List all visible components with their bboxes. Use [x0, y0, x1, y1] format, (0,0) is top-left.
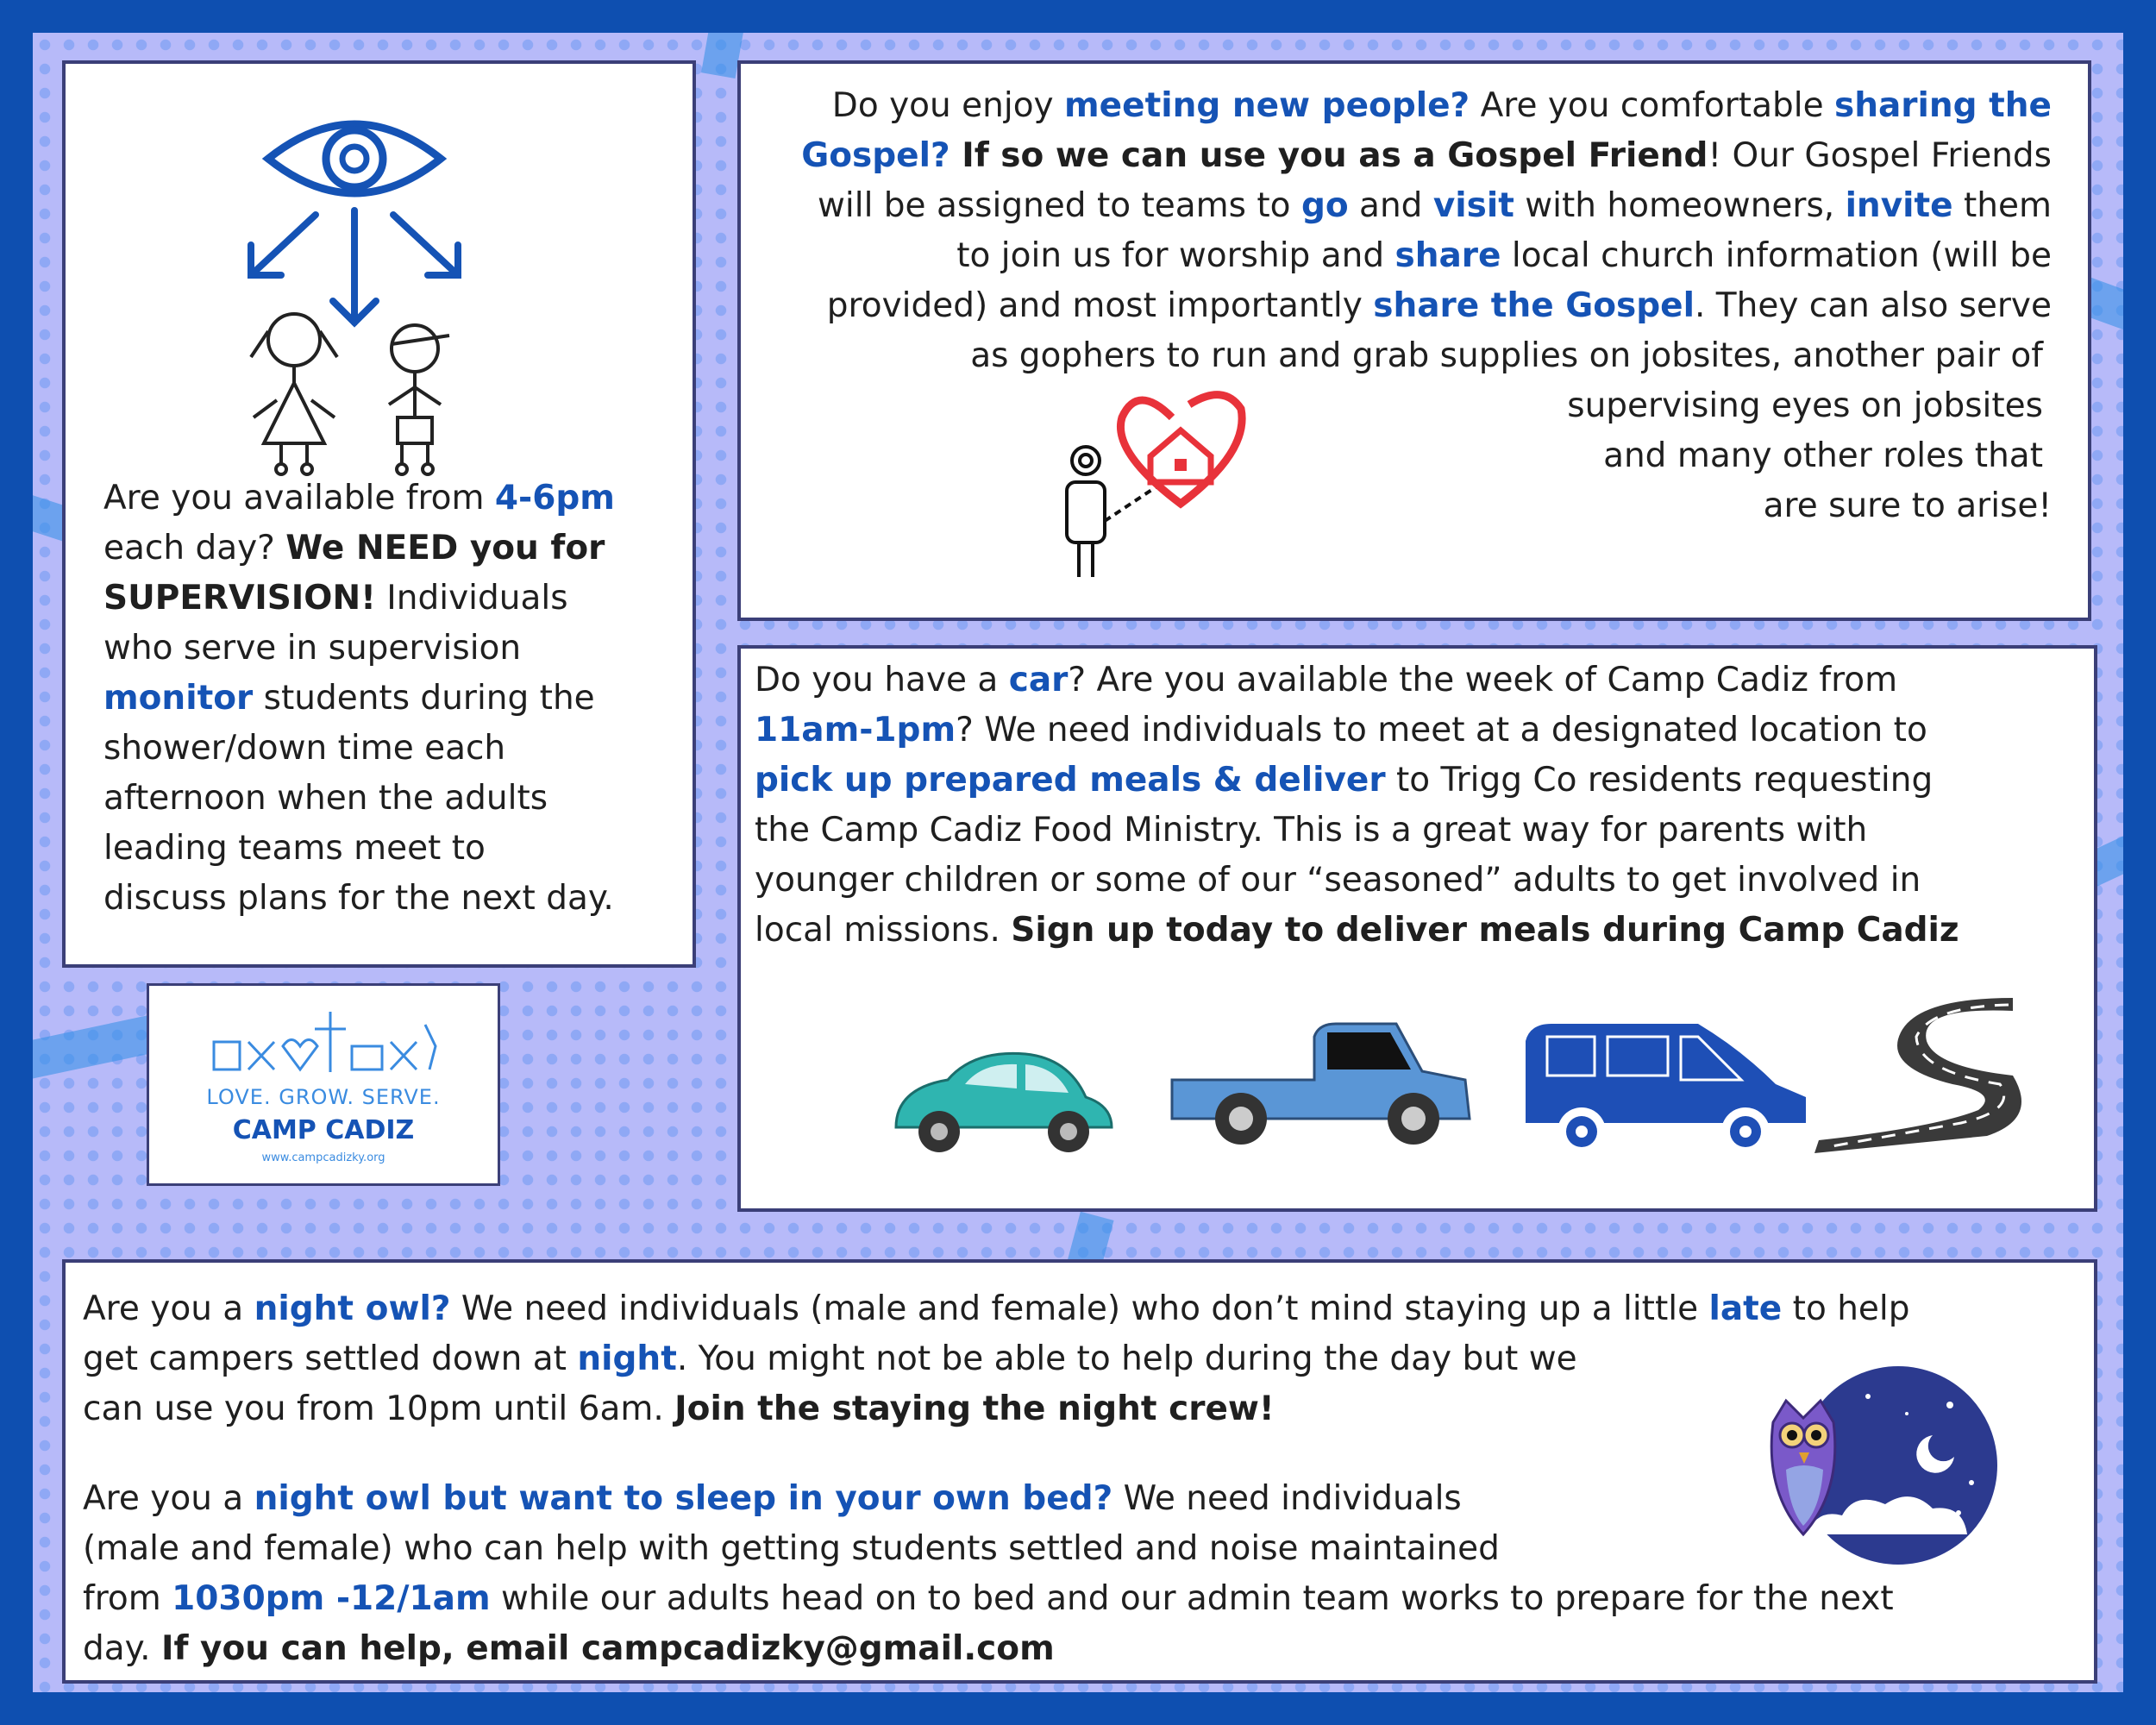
text: If you can help, email campcadizky@gmail.com: [160, 1629, 1055, 1668]
text: Do you enjoy: [831, 86, 1065, 125]
text: will be assigned to teams to: [818, 186, 1301, 225]
text: Do you have a: [755, 661, 1009, 699]
text: Sign up today to deliver meals during Camp Cadiz: [1011, 911, 1959, 950]
text: meeting new people?: [1064, 86, 1470, 125]
text: ! Our Gospel Friends: [1708, 136, 2052, 175]
text: 1030pm -12/1am: [172, 1579, 491, 1618]
text: We need individuals (male and female) who don’t mind staying up a little: [450, 1289, 1709, 1328]
person-home-heart-icon: [1051, 383, 1275, 581]
text: Are you a: [83, 1479, 254, 1518]
text: . You might not be able to help during the day but we: [676, 1339, 1577, 1378]
text: students during the: [253, 679, 595, 718]
night-owl-panel: [62, 1259, 2097, 1684]
text: share: [1395, 236, 1501, 275]
text: to join us for worship and: [956, 236, 1395, 275]
text: discuss plans for the next day.: [103, 879, 614, 918]
text: (male and female) who can help with getting students settled and noise maintained: [83, 1529, 1500, 1568]
text: get campers settled down at: [83, 1339, 578, 1378]
text: from: [83, 1579, 172, 1618]
text: them: [1952, 186, 2052, 225]
text: go: [1300, 186, 1349, 225]
text: are sure to arise!: [1763, 486, 2052, 525]
text: We NEED you for: [285, 529, 605, 568]
text: visit: [1432, 186, 1514, 225]
text: Individuals: [375, 579, 568, 618]
text: and many other roles that: [1603, 436, 2043, 475]
text: leading teams meet to: [103, 829, 486, 868]
text: invite: [1845, 186, 1953, 225]
text: each day?: [103, 529, 286, 568]
text: afternoon when the adults: [103, 779, 548, 818]
logo-name: CAMP CADIZ: [232, 1115, 415, 1145]
text: and: [1348, 186, 1433, 225]
text: If so we can use you as a Gospel Friend: [950, 136, 1708, 175]
text: We need individuals: [1112, 1479, 1462, 1518]
text: to help: [1782, 1289, 1910, 1328]
beetle-car-icon: [879, 1045, 1120, 1157]
camp-cadiz-logo: [147, 983, 500, 1186]
text: night owl?: [254, 1289, 451, 1328]
text: Gospel?: [801, 136, 950, 175]
text: pick up prepared meals & deliver: [755, 761, 1386, 800]
text: share the Gospel: [1373, 286, 1695, 325]
text: shower/down time each: [103, 729, 506, 768]
text: sharing the: [1833, 86, 2052, 125]
text: Are you a: [83, 1289, 254, 1328]
meal-delivery-panel: [737, 645, 2097, 1212]
tools-cross-heart-icon: [210, 1007, 442, 1076]
text: Are you available from: [103, 479, 495, 518]
text: can use you from 10pm until 6am.: [83, 1389, 675, 1428]
text: ? We need individuals to meet at a designated location to: [956, 711, 1927, 750]
text: as gophers to run and grab supplies on jobsites, another pair of: [970, 336, 2043, 375]
text: car: [1008, 661, 1069, 699]
logo-tagline: LOVE. GROW. SERVE.: [206, 1085, 441, 1109]
owl-night-sky-icon: [1756, 1362, 1997, 1586]
supervision-panel: [62, 60, 696, 968]
text: day.: [83, 1629, 161, 1668]
time-highlight: 4-6pm: [494, 479, 615, 518]
text: SUPERVISION!: [103, 579, 376, 618]
text: night: [577, 1339, 677, 1378]
text: the Camp Cadiz Food Ministry. This is a great way for parents with: [755, 811, 1868, 850]
text: monitor: [103, 679, 254, 718]
logo-url: www.campcadizky.org: [261, 1151, 385, 1164]
text: provided) and most importantly: [826, 286, 1374, 325]
text: night owl but want to sleep in your own bed?: [254, 1479, 1113, 1518]
winding-road-icon: [1814, 998, 2030, 1162]
text: Are you comfortable: [1470, 86, 1834, 125]
gospel-friend-panel: [737, 60, 2091, 621]
text: supervising eyes on jobsites: [1567, 386, 2043, 425]
children-stick-figures-icon: [238, 305, 479, 478]
text: with homeowners,: [1514, 186, 1846, 225]
text: local church information (will be: [1501, 236, 2052, 275]
text: to Trigg Co residents requesting: [1385, 761, 1934, 800]
text: 11am-1pm: [755, 711, 956, 750]
text: Join the staying the night crew!: [674, 1389, 1275, 1428]
text: younger children or some of our “seasoned” adults to get involved in: [755, 861, 1921, 900]
pickup-truck-icon: [1168, 1019, 1478, 1157]
text: ? Are you available the week of Camp Cadiz from: [1068, 661, 1898, 699]
text: local missions.: [755, 911, 1012, 950]
text: who serve in supervision: [103, 629, 522, 668]
text: while our adults head on to bed and our admin team works to prepare for the next: [490, 1579, 1894, 1618]
text: . They can also serve: [1695, 286, 2052, 325]
minivan-icon: [1517, 1015, 1814, 1162]
text: late: [1708, 1289, 1783, 1328]
